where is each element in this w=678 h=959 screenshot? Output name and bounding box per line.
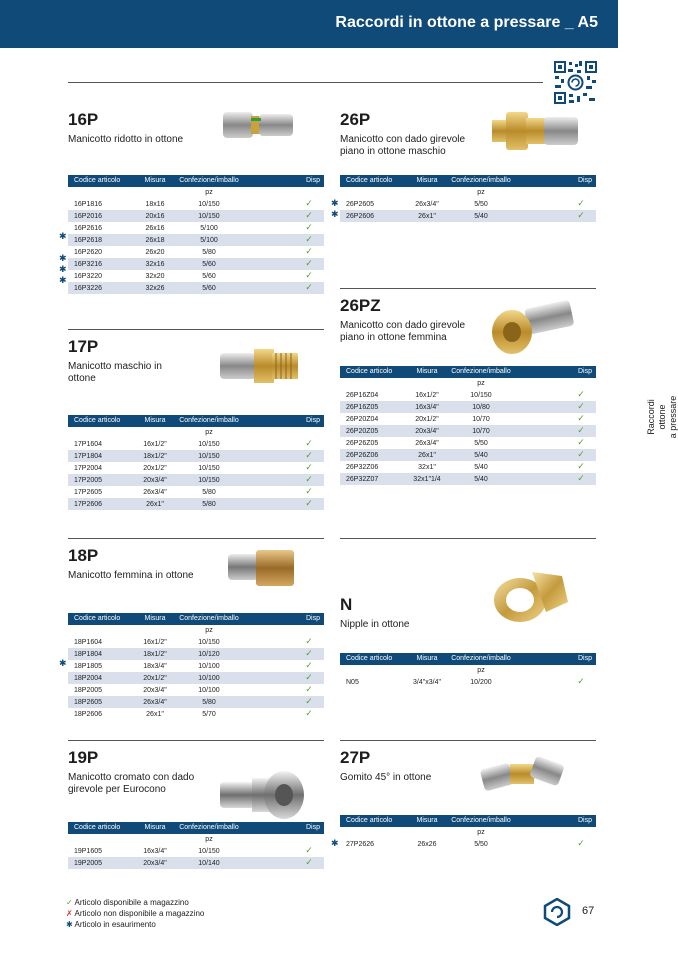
check-icon: ✓ — [305, 648, 313, 658]
cell-code: 17P2005 — [68, 474, 136, 486]
column-header-code: Codice articolo — [340, 815, 408, 827]
unit-label: pz — [446, 827, 516, 838]
check-icon: ✓ — [577, 838, 585, 848]
check-icon: ✓ — [305, 672, 313, 682]
cell-code: 26P20Z05 — [340, 425, 408, 437]
column-header-size: Misura — [408, 815, 446, 827]
cell-pack: 10/150 — [198, 200, 220, 208]
product-code: 17P — [68, 337, 99, 356]
cell-code: 18P2005 — [74, 686, 103, 694]
cell-code: 16P2616 — [74, 224, 103, 232]
cell-size: 32x26 — [136, 282, 174, 294]
nipple-image — [492, 566, 572, 626]
cell-code: 26P2605 — [346, 200, 375, 208]
unit-row — [340, 665, 596, 676]
product-description: Manicotto cromato con dado girevole per Eurocono — [68, 772, 195, 795]
unit-label: pz — [174, 187, 244, 198]
cell-size: 32x1" — [418, 463, 436, 471]
legend-running-out: ✱ Articolo in esaurimento — [66, 920, 156, 929]
product-table — [340, 366, 596, 485]
star-icon: ✱ — [331, 838, 339, 848]
check-icon: ✓ — [305, 222, 313, 232]
table-row — [340, 473, 596, 485]
star-icon: ✱ — [59, 264, 67, 274]
column-header-disp: Disp — [570, 815, 596, 827]
cell-pack: 10/150 — [198, 638, 220, 646]
check-icon: ✓ — [577, 676, 585, 686]
star-icon: ✱ — [59, 231, 67, 241]
cell-size: 20x3/4" — [136, 474, 174, 486]
column-header-size: Misura — [136, 415, 174, 427]
cell-code: 18P1805 — [74, 662, 103, 670]
legend-available: ✓ Articolo disponibile a magazzino — [66, 898, 189, 907]
table-header — [340, 653, 596, 665]
cell-code: N05 — [346, 678, 359, 686]
table-row — [340, 389, 596, 401]
cell-size: 20x3/4" — [408, 425, 446, 437]
cell-code: 26P16Z05 — [340, 401, 408, 413]
cell-pack: 10/70 — [446, 425, 516, 437]
column-header-pack: Confezione/imballo — [174, 822, 244, 834]
check-icon: ✓ — [305, 845, 313, 855]
check-icon: ✓ — [577, 389, 585, 399]
cell-size: 18x1/2" — [136, 648, 174, 660]
star-icon: ✱ — [66, 920, 73, 929]
cell-size: 20x1/2" — [136, 672, 174, 684]
check-icon: ✓ — [305, 660, 313, 670]
table-row — [68, 282, 324, 294]
cell-code: 16P3226 — [68, 282, 136, 294]
section-divider — [340, 288, 596, 289]
column-header-size: Misura — [408, 653, 446, 665]
column-header-size: Misura — [136, 613, 174, 625]
product-description: Manicotto maschio in ottone — [68, 361, 162, 384]
column-header-disp: Disp — [298, 613, 324, 625]
column-header-code: Codice articolo — [68, 822, 136, 834]
header-band — [0, 0, 618, 48]
product-code: N — [340, 595, 353, 614]
table-row — [68, 648, 324, 660]
elbow-image — [480, 750, 580, 798]
product-code: 19P — [68, 748, 99, 767]
cell-pack: 10/150 — [198, 440, 220, 448]
table-row — [68, 474, 324, 486]
product-description: Gomito 45° in ottone — [340, 772, 432, 783]
product-description: Manicotto con dado girevole piano in ottone femmina — [340, 320, 466, 343]
column-header-pack: Confezione/imballo — [446, 815, 516, 827]
section-divider — [68, 538, 324, 539]
cell-pack: 5/50 — [474, 200, 488, 208]
column-header-pack: Confezione/imballo — [174, 613, 244, 625]
unit-row — [68, 834, 324, 845]
product-table — [68, 822, 324, 869]
check-icon: ✓ — [305, 498, 313, 508]
unit-row — [68, 427, 324, 438]
cell-pack: 5/60 — [174, 282, 244, 294]
coupling-image — [216, 341, 306, 391]
column-header-code: Codice articolo — [68, 175, 136, 187]
column-header-size: Misura — [408, 366, 446, 378]
cell-pack: 5/100 — [174, 234, 244, 246]
check-icon: ✓ — [577, 210, 585, 220]
cell-size: 16x3/4" — [408, 401, 446, 413]
check-icon: ✓ — [305, 282, 313, 292]
cell-pack: 5/60 — [174, 258, 244, 270]
table-header — [340, 366, 596, 378]
cell-pack: 5/80 — [174, 498, 244, 510]
table-row — [68, 696, 324, 708]
column-header-disp: Disp — [570, 653, 596, 665]
cell-pack: 5/50 — [474, 439, 488, 447]
product-code: 18P — [68, 546, 99, 565]
table-row — [68, 672, 324, 684]
cell-code: 17P2605 — [74, 488, 103, 496]
check-icon: ✓ — [305, 234, 313, 244]
cell-size: 16x3/4" — [143, 847, 167, 855]
cell-code: 26P26Z05 — [346, 439, 379, 447]
unit-label: pz — [174, 625, 244, 636]
check-icon: ✓ — [577, 401, 585, 411]
column-header-code: Codice articolo — [68, 613, 136, 625]
cell-size: 18x16 — [145, 200, 165, 208]
coupling-image — [226, 544, 298, 594]
table-row — [340, 676, 596, 688]
cell-size: 18x1/2" — [136, 450, 174, 462]
cell-size: 26x3/4" — [415, 200, 439, 208]
unit-label: pz — [174, 834, 244, 845]
check-icon: ✓ — [305, 708, 313, 718]
section-divider — [68, 740, 324, 741]
star-icon: ✱ — [59, 658, 67, 668]
check-icon: ✓ — [577, 473, 585, 483]
cell-size: 26x3/4" — [136, 696, 174, 708]
product-description: Manicotto con dado girevole piano in ottone maschio — [340, 134, 466, 157]
cell-code: 16P2618 — [68, 234, 136, 246]
cell-code: 17P1604 — [74, 440, 103, 448]
cell-code: 26P16Z04 — [346, 391, 379, 399]
table-row — [68, 198, 324, 210]
product-code: 26P — [340, 110, 371, 129]
table-row — [68, 210, 324, 222]
table-header — [68, 613, 324, 625]
column-header-pack: Confezione/imballo — [446, 175, 516, 187]
product-table — [68, 613, 324, 720]
table-row — [340, 210, 596, 222]
cell-size: 20x16 — [136, 210, 174, 222]
top-divider — [68, 82, 543, 83]
cell-pack: 10/100 — [198, 662, 220, 670]
cell-pack: 5/80 — [174, 696, 244, 708]
column-header-size: Misura — [136, 822, 174, 834]
check-icon: ✓ — [577, 437, 585, 447]
star-icon: ✱ — [331, 198, 339, 208]
column-header-code: Codice articolo — [340, 366, 408, 378]
unit-row — [340, 378, 596, 389]
column-header-disp: Disp — [298, 415, 324, 427]
side-tab-line2: a pressare — [668, 395, 678, 439]
product-table — [68, 175, 324, 294]
cell-pack: 10/150 — [198, 464, 220, 472]
cell-code: 18P2004 — [68, 672, 136, 684]
check-icon: ✓ — [577, 425, 585, 435]
table-row — [68, 462, 324, 474]
column-header-pack: Confezione/imballo — [446, 653, 516, 665]
cell-code: 18P2605 — [68, 696, 136, 708]
cell-pack: 10/120 — [174, 648, 244, 660]
cell-size: 20x3/4" — [136, 857, 174, 869]
column-header-code: Codice articolo — [68, 415, 136, 427]
cell-code: 17P1804 — [68, 450, 136, 462]
cell-code: 17P2004 — [74, 464, 103, 472]
cell-pack: 5/80 — [202, 488, 216, 496]
column-header-disp: Disp — [570, 366, 596, 378]
cell-size: 26x1" — [146, 710, 164, 718]
cell-size: 20x1/2" — [143, 464, 167, 472]
check-icon: ✓ — [305, 198, 313, 208]
cell-size: 20x3/4" — [143, 686, 167, 694]
star-icon: ✱ — [331, 209, 339, 219]
cell-pack: 5/100 — [200, 224, 218, 232]
column-header-pack: Confezione/imballo — [174, 175, 244, 187]
section-divider — [340, 538, 596, 539]
column-header-disp: Disp — [298, 822, 324, 834]
section-divider — [68, 329, 324, 330]
cell-pack: 10/100 — [198, 686, 220, 694]
cell-size: 26x3/4" — [143, 488, 167, 496]
table-row — [68, 498, 324, 510]
column-header-size: Misura — [136, 175, 174, 187]
cell-size: 26x16 — [145, 224, 165, 232]
cell-size: 26x1" — [136, 498, 174, 510]
table-row — [68, 708, 324, 720]
product-table — [68, 415, 324, 510]
table-row — [68, 660, 324, 672]
table-header — [68, 175, 324, 187]
product-description: Manicotto ridotto in ottone — [68, 134, 184, 145]
table-row — [68, 486, 324, 498]
cell-size: 32x20 — [145, 272, 165, 280]
check-icon: ✓ — [305, 474, 313, 484]
unit-row — [340, 827, 596, 838]
cell-pack: 10/100 — [174, 672, 244, 684]
cell-code: 16P1816 — [74, 200, 103, 208]
side-tab-line1: Raccordi ottone — [646, 399, 667, 435]
cell-size: 18x3/4" — [143, 662, 167, 670]
table-row — [340, 413, 596, 425]
cell-size: 26x1" — [408, 210, 446, 222]
cell-pack: 10/150 — [198, 847, 220, 855]
table-row — [68, 857, 324, 869]
column-header-pack: Confezione/imballo — [446, 366, 516, 378]
cell-pack: 5/40 — [446, 473, 516, 485]
cell-size: 26x1" — [408, 449, 446, 461]
legend — [66, 897, 204, 930]
cell-pack: 5/50 — [474, 840, 488, 848]
unit-label: pz — [174, 427, 244, 438]
cell-code: 16P3216 — [68, 258, 136, 270]
cell-pack: 5/40 — [446, 449, 516, 461]
column-header-pack: Confezione/imballo — [174, 415, 244, 427]
cell-size: 32x1"1/4 — [408, 473, 446, 485]
section-divider — [340, 740, 596, 741]
table-row — [340, 449, 596, 461]
check-icon: ✓ — [305, 438, 313, 448]
cell-size: 32x16 — [136, 258, 174, 270]
unit-label: pz — [446, 378, 516, 389]
table-row — [68, 684, 324, 696]
unit-row — [340, 187, 596, 198]
cell-code: 18P1604 — [74, 638, 103, 646]
cell-size: 26x26 — [417, 840, 437, 848]
check-icon: ✓ — [577, 449, 585, 459]
cell-code: 19P2005 — [68, 857, 136, 869]
cell-size: 26x20 — [145, 248, 165, 256]
product-table — [340, 653, 596, 688]
unit-row — [68, 187, 324, 198]
check-icon: ✓ — [305, 486, 313, 496]
unit-label: pz — [446, 665, 516, 676]
table-row — [340, 437, 596, 449]
table-row — [68, 845, 324, 857]
cell-code: 16P3220 — [74, 272, 103, 280]
cell-size: 26x18 — [136, 234, 174, 246]
check-icon: ✓ — [305, 636, 313, 646]
table-row — [68, 636, 324, 648]
product-description: Nipple in ottone — [340, 619, 410, 630]
cell-code: 16P2016 — [68, 210, 136, 222]
cell-pack: 10/200 — [470, 678, 492, 686]
table-row — [340, 838, 596, 850]
table-header — [68, 415, 324, 427]
cell-code: 26P32Z07 — [340, 473, 408, 485]
cell-size: 16x1/2" — [143, 638, 167, 646]
table-row — [340, 198, 596, 210]
table-row — [68, 222, 324, 234]
coupling-image — [218, 100, 298, 150]
check-icon: ✓ — [305, 684, 313, 694]
coupling-image — [218, 768, 310, 824]
cell-pack: 5/40 — [474, 463, 488, 471]
cell-code: 18P2606 — [74, 710, 103, 718]
cell-code: 27P2626 — [346, 840, 375, 848]
table-row — [68, 270, 324, 282]
cell-size: 16x1/2" — [143, 440, 167, 448]
star-icon: ✱ — [59, 253, 67, 263]
cell-pack: 10/150 — [174, 450, 244, 462]
table-row — [340, 401, 596, 413]
cell-pack: 5/80 — [202, 248, 216, 256]
table-row — [340, 425, 596, 437]
table-row — [68, 246, 324, 258]
cell-code: 18P1804 — [68, 648, 136, 660]
table-row — [68, 450, 324, 462]
check-icon: ✓ — [305, 270, 313, 280]
check-icon: ✓ — [305, 462, 313, 472]
column-header-disp: Disp — [570, 175, 596, 187]
cross-icon: ✗ — [66, 909, 73, 918]
check-icon: ✓ — [577, 461, 585, 471]
table-header — [340, 175, 596, 187]
check-icon: ✓ — [305, 210, 313, 220]
coupling-image — [490, 296, 580, 358]
check-icon: ✓ — [305, 696, 313, 706]
table-row — [68, 438, 324, 450]
cell-size: 16x1/2" — [415, 391, 439, 399]
cell-size: 26x3/4" — [415, 439, 439, 447]
product-code: 27P — [340, 748, 371, 767]
cell-code: 16P2620 — [74, 248, 103, 256]
cell-pack: 5/40 — [446, 210, 516, 222]
cell-code: 19P1605 — [74, 847, 103, 855]
check-icon: ✓ — [577, 413, 585, 423]
table-row — [68, 258, 324, 270]
product-table — [340, 815, 596, 850]
cell-code: 26P26Z06 — [340, 449, 408, 461]
check-icon: ✓ — [305, 258, 313, 268]
cell-code: 26P2606 — [340, 210, 408, 222]
cell-pack: 10/70 — [472, 415, 490, 423]
column-header-size: Misura — [408, 175, 446, 187]
page-title: Raccordi in ottone a pressare _ A5 — [335, 14, 598, 31]
table-row — [68, 234, 324, 246]
check-icon: ✓ — [305, 246, 313, 256]
cell-pack: 10/140 — [174, 857, 244, 869]
product-code: 26PZ — [340, 296, 381, 315]
table-header — [68, 822, 324, 834]
legend-unavailable: ✗ Articolo non disponibile a magazzino — [66, 909, 205, 918]
column-header-code: Codice articolo — [340, 175, 408, 187]
star-icon: ✱ — [59, 275, 67, 285]
check-icon: ✓ — [305, 450, 313, 460]
page-number: 67 — [582, 905, 595, 917]
cell-pack: 10/150 — [174, 474, 244, 486]
side-tab — [646, 393, 678, 441]
cell-pack: 5/60 — [202, 272, 216, 280]
column-header-code: Codice articolo — [340, 653, 408, 665]
cell-size: 3/4"x3/4" — [413, 678, 441, 686]
product-table — [340, 175, 596, 222]
product-description: Manicotto femmina in ottone — [68, 570, 194, 581]
coupling-image — [490, 102, 585, 162]
table-row — [340, 461, 596, 473]
product-code: 16P — [68, 110, 99, 129]
unit-row — [68, 625, 324, 636]
brand-logo-icon — [543, 898, 571, 926]
check-icon: ✓ — [305, 857, 313, 867]
table-header — [340, 815, 596, 827]
cell-pack: 10/80 — [446, 401, 516, 413]
check-icon: ✓ — [577, 198, 585, 208]
cell-code: 26P32Z06 — [346, 463, 379, 471]
column-header-disp: Disp — [298, 175, 324, 187]
unit-label: pz — [446, 187, 516, 198]
check-icon: ✓ — [66, 898, 73, 907]
cell-size: 20x1/2" — [415, 415, 439, 423]
cell-code: 17P2606 — [68, 498, 136, 510]
cell-pack: 10/150 — [470, 391, 492, 399]
qr-code-icon[interactable] — [553, 60, 598, 105]
cell-pack: 10/150 — [174, 210, 244, 222]
cell-code: 26P20Z04 — [346, 415, 379, 423]
cell-pack: 5/70 — [202, 710, 216, 718]
